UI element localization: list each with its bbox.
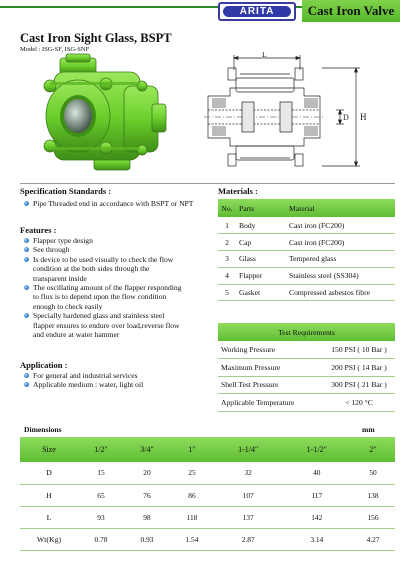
dimensions-table — [20, 437, 395, 551]
spec-heading: Specification Standards : — [20, 186, 112, 196]
feature-item: Specially hardened glass and stainless steel flapper ensures to endure over load,reverse flow and endure at water hammer — [24, 311, 216, 339]
cell: 150 PSI ( 10 Bar ) — [323, 341, 395, 359]
dimensions-header-row — [20, 437, 395, 462]
cell: 3 — [218, 251, 236, 268]
bullet-icon — [24, 257, 29, 262]
cell: Working Pressure — [218, 341, 323, 359]
bullet-icon — [24, 313, 29, 318]
cell: 40 — [282, 462, 351, 484]
cell: 200 PSI ( 14 Bar ) — [323, 359, 395, 377]
table-row — [218, 394, 395, 412]
cell: 20 — [124, 462, 170, 484]
cell: 86 — [170, 484, 214, 506]
feature-item: Flapper type design — [24, 236, 216, 245]
application-item: For general and industrial services — [24, 371, 214, 380]
cell: Cap — [236, 234, 286, 251]
brand-logo-text: ARITA — [223, 6, 291, 17]
size-label: Size — [20, 437, 78, 462]
cell: 118 — [170, 506, 214, 528]
table-row — [218, 251, 395, 268]
bullet-icon — [24, 201, 29, 206]
cell: 138 — [351, 484, 395, 506]
table-row — [218, 359, 395, 377]
page-header — [0, 0, 400, 26]
cell: < 120 °C — [323, 394, 395, 412]
materials-table — [218, 199, 395, 301]
cell: 4 — [218, 267, 236, 284]
bullet-icon — [24, 285, 29, 290]
size-header: 2″ — [351, 437, 395, 462]
cell: Tempered glass — [286, 251, 395, 268]
size-header: 3/4″ — [124, 437, 170, 462]
cell: 65 — [78, 484, 124, 506]
feature-item: See through — [24, 245, 216, 254]
test-heading: Test Requirements — [218, 323, 395, 341]
application-heading: Application : — [20, 360, 68, 370]
cell: 137 — [214, 506, 283, 528]
test-header-row — [218, 323, 395, 341]
cell: 2 — [218, 234, 236, 251]
table-row — [20, 528, 395, 550]
bullet-icon — [24, 247, 29, 252]
table-row — [218, 284, 395, 301]
col-header: Parts — [236, 199, 286, 217]
spec-item: Pipe Threaded end in accordance with BSPT or NPT — [24, 199, 214, 208]
cell: 117 — [282, 484, 351, 506]
cell: 156 — [351, 506, 395, 528]
size-header: 1″ — [170, 437, 214, 462]
cell: Gasket — [236, 284, 286, 301]
cell: 0.78 — [78, 528, 124, 550]
cell: 76 — [124, 484, 170, 506]
size-header: 1-1/4″ — [214, 437, 283, 462]
table-row — [20, 484, 395, 506]
technical-drawing — [200, 52, 395, 180]
cell: Flapper — [236, 267, 286, 284]
feature-item: Is device to be used visually to check the flow condition at the both sides through the transparent inside — [24, 255, 216, 283]
dim-label-H: H — [360, 112, 367, 122]
cell: 4.27 — [351, 528, 395, 550]
test-requirements-table — [218, 323, 395, 412]
size-header: 1/2″ — [78, 437, 124, 462]
cell: 25 — [170, 462, 214, 484]
dim-label-L: L — [262, 52, 267, 59]
dimensions-unit: mm — [362, 425, 375, 434]
feature-item: The oscillating amount of the flapper responding to flux is to depend upon the flow condition enough to check easily — [24, 283, 216, 311]
cell: 93 — [78, 506, 124, 528]
cell: 1 — [218, 217, 236, 234]
row-label: H — [20, 484, 78, 506]
row-label: Wt(Kg) — [20, 528, 78, 550]
materials-header-row — [218, 199, 395, 217]
table-row — [20, 462, 395, 484]
cell: Cast iron (FC200) — [286, 217, 395, 234]
product-title: Cast Iron Sight Glass, BSPT — [20, 31, 172, 45]
section-divider — [20, 183, 395, 184]
cell: Shell Test Pressure — [218, 376, 323, 394]
cell: 15 — [78, 462, 124, 484]
dimensions-heading: Dimensions — [24, 425, 62, 434]
cell: 142 — [282, 506, 351, 528]
cell: 5 — [218, 284, 236, 301]
cell: Glass — [236, 251, 286, 268]
cell: Compressed asbestos fibre — [286, 284, 395, 301]
table-row — [218, 341, 395, 359]
cell: Cast iron (FC200) — [286, 234, 395, 251]
table-row — [218, 217, 395, 234]
bullet-icon — [24, 238, 29, 243]
cell: Maximum Pressure — [218, 359, 323, 377]
cell: 3.14 — [282, 528, 351, 550]
row-label: L — [20, 506, 78, 528]
bullet-icon — [24, 373, 29, 378]
row-label: D — [20, 462, 78, 484]
col-header: Material — [286, 199, 395, 217]
bullet-icon — [24, 382, 29, 387]
features-heading: Features : — [20, 225, 57, 235]
spec-list — [24, 199, 214, 208]
features-list — [24, 236, 216, 339]
table-row — [218, 376, 395, 394]
valve-photo — [14, 52, 184, 180]
cell: 50 — [351, 462, 395, 484]
table-row — [218, 234, 395, 251]
cell: 0.93 — [124, 528, 170, 550]
cell: 98 — [124, 506, 170, 528]
application-list — [24, 371, 214, 390]
product-category-tab: Cast Iron Valve — [302, 0, 400, 22]
cell: 107 — [214, 484, 283, 506]
table-row — [20, 506, 395, 528]
col-header: No. — [218, 199, 236, 217]
table-row — [218, 267, 395, 284]
cell: 32 — [214, 462, 283, 484]
brand-logo — [218, 2, 296, 21]
cell: 1.54 — [170, 528, 214, 550]
product-model: Model : ISG-SF, ISG-SNF — [20, 46, 90, 53]
cell: 2.87 — [214, 528, 283, 550]
cell: Applicable Temperature — [218, 394, 323, 412]
cell: 300 PSI ( 21 Bar ) — [323, 376, 395, 394]
size-header: 1-1/2″ — [282, 437, 351, 462]
dim-label-D: D — [343, 113, 349, 122]
cell: Body — [236, 217, 286, 234]
application-item: Applicable medium : water, light oil — [24, 380, 214, 389]
cell: Stainless steel (SS304) — [286, 267, 395, 284]
materials-heading: Materials : — [218, 186, 258, 196]
